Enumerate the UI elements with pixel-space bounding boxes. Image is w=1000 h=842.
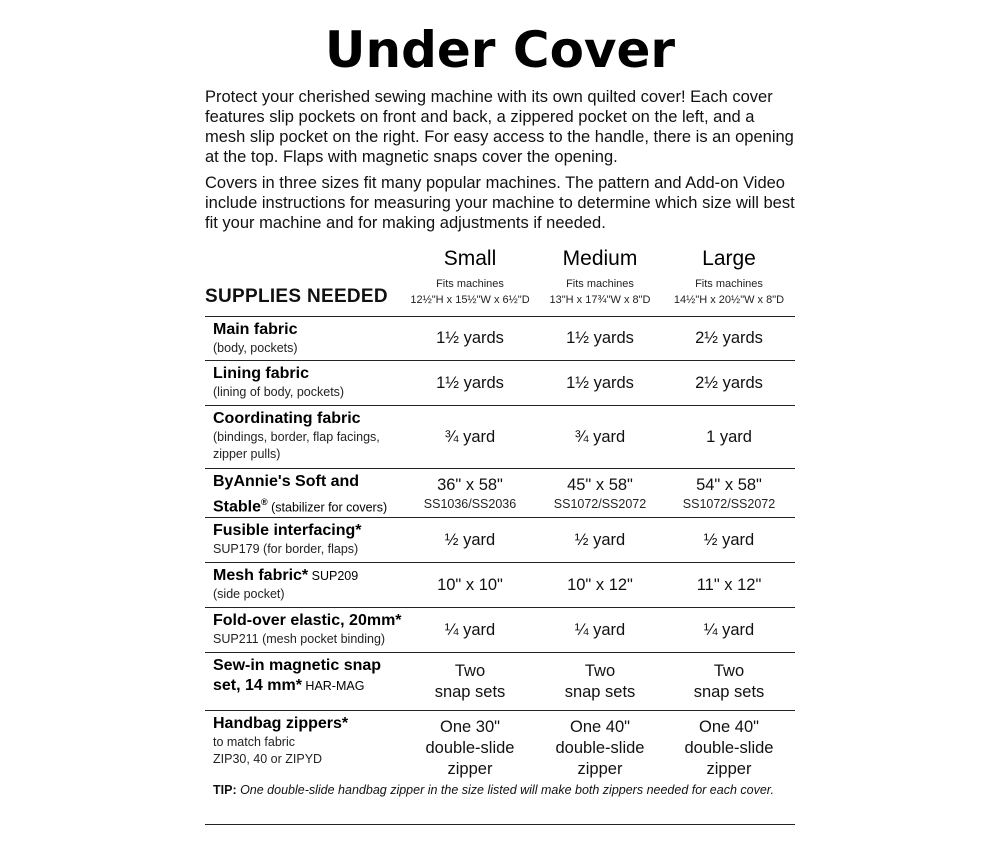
item-name-line-1: ByAnnie's Soft and <box>213 473 360 490</box>
size-name: Large <box>702 247 756 270</box>
value-small <box>405 653 535 710</box>
value-line: snap sets <box>434 682 506 701</box>
supplies-needed-heading: SUPPLIES NEEDED <box>205 286 388 307</box>
item-name: set, 14 mm* <box>213 677 302 694</box>
intro-paragraph-2: Covers in three sizes fit many popular machines. The pattern and Add-on Video include instructions for measuring your machine to determine which size will best fit your machine and for making adjustments if needed. <box>205 174 795 232</box>
item-name: Fold-over elastic, 20mm* <box>213 612 402 629</box>
value-line: Two <box>454 661 486 680</box>
tip-note <box>213 782 793 799</box>
value-medium: ¼ yard <box>574 620 626 639</box>
item-name-stable: Stable <box>213 498 262 516</box>
value-large: ½ yard <box>703 530 755 549</box>
item-sku: SUP209 <box>308 569 359 583</box>
tip-text: One double-slide handbag zipper in the size listed will make both zippers needed for each cover. <box>236 783 774 797</box>
item-name-wrap <box>213 566 413 586</box>
value-small: ½ yard <box>444 530 496 549</box>
item-label <box>213 320 413 357</box>
value-small: ¼ yard <box>444 620 496 639</box>
value-medium: 1½ yards <box>566 329 634 347</box>
value-medium: 1½ yards <box>566 373 634 392</box>
item-name-line-2 <box>213 492 413 517</box>
item-name: Handbag zippers* <box>213 715 349 732</box>
value-small <box>405 469 535 517</box>
item-note: SUP179 (for border, flaps) <box>213 542 359 556</box>
value-sku: SS1036/SS2036 <box>423 496 517 511</box>
size-column-large <box>664 246 794 308</box>
size-dimensions: 12½"H x 15½"W x 6½"D <box>410 294 530 306</box>
value-line: double-slide <box>555 738 645 757</box>
value-medium <box>535 469 665 517</box>
item-name: Coordinating fabric <box>213 410 361 427</box>
item-note-line: to match fabric <box>213 735 295 749</box>
item-note: (body, pockets) <box>213 341 298 355</box>
value-line: One 40" <box>570 717 630 736</box>
table-row-fusible-interfacing <box>205 518 795 563</box>
size-column-medium <box>535 246 665 308</box>
intro-paragraph-1: Protect your cherished sewing machine with its own quilted cover! Each cover features slip pockets on front and back, a zippered pocket on the left, and a mesh slip pocket on the right. For easy access to the handle, there is an opening at the top. Flaps with magnetic snaps cover the opening. <box>205 88 794 166</box>
table-row-lining-fabric <box>205 361 795 406</box>
value-main: 36" x 58" <box>437 475 503 494</box>
value-line: Two <box>713 661 745 680</box>
value-line: One 40" <box>699 717 759 736</box>
size-column-small <box>405 246 535 308</box>
item-label <box>213 566 413 603</box>
value-large: 1 yard <box>706 427 752 446</box>
item-note: (bindings, border, flap facings, zipper pulls) <box>213 430 380 461</box>
item-name: Lining fabric <box>213 365 309 382</box>
size-dimensions: 13"H x 17¾"W x 8"D <box>549 294 651 306</box>
value-sku: SS1072/SS2072 <box>553 496 647 511</box>
value-medium: ½ yard <box>574 530 626 549</box>
value-medium <box>535 653 665 710</box>
item-label <box>213 409 393 463</box>
item-name-line-1: Sew-in magnetic snap <box>213 657 382 674</box>
value-line: zipper <box>447 759 493 778</box>
table-row-magnetic-snap <box>205 653 795 711</box>
value-small: ¾ yard <box>444 427 496 446</box>
value-large: 11" x 12" <box>696 575 762 594</box>
value-medium <box>535 711 665 785</box>
table-row-soft-and-stable <box>205 469 795 518</box>
value-line: double-slide <box>684 738 774 757</box>
value-line: double-slide <box>425 738 515 757</box>
item-label <box>213 364 413 401</box>
table-row-fold-over-elastic <box>205 608 795 653</box>
item-name: Mesh fabric* <box>213 567 309 584</box>
value-large: ¼ yard <box>703 620 755 639</box>
item-note: (lining of body, pockets) <box>213 385 345 399</box>
value-large: 2½ yards <box>695 373 763 392</box>
value-small: 10" x 10" <box>437 575 503 594</box>
value-large <box>664 711 794 785</box>
registered-mark: ® <box>261 497 268 507</box>
value-line: snap sets <box>693 682 765 701</box>
item-label <box>213 472 413 517</box>
table-row-mesh-fabric <box>205 563 795 608</box>
value-main: 54" x 58" <box>696 475 762 494</box>
value-large <box>664 653 794 710</box>
item-note: (side pocket) <box>213 587 285 601</box>
supplies-table <box>205 246 795 785</box>
value-main: 45" x 58" <box>567 475 633 494</box>
size-name: Medium <box>562 247 638 270</box>
table-header <box>205 246 795 317</box>
item-sku: HAR-MAG <box>301 679 365 693</box>
value-large <box>664 469 794 517</box>
item-name-line-2 <box>213 676 413 696</box>
value-line: zipper <box>577 759 623 778</box>
item-label <box>213 656 413 696</box>
size-fits: Fits machines <box>695 278 763 290</box>
tip-label: TIP: <box>213 783 237 797</box>
item-note-line: ZIP30, 40 or ZIPYD <box>213 752 323 766</box>
value-line: zipper <box>706 759 752 778</box>
table-row-coordinating-fabric <box>205 406 795 469</box>
size-dimensions: 14½"H x 20½"W x 8"D <box>673 294 785 306</box>
value-medium: 10" x 12" <box>567 575 633 594</box>
item-note: SUP211 (mesh pocket binding) <box>213 632 386 646</box>
item-label <box>213 714 413 768</box>
item-note: (stabilizer for covers) <box>267 500 388 515</box>
value-small: 1½ yards <box>436 373 504 392</box>
size-fits: Fits machines <box>436 278 504 290</box>
item-name: Fusible interfacing* <box>213 522 362 539</box>
item-label <box>213 521 413 558</box>
item-label <box>213 611 413 648</box>
page-title: Under Cover <box>324 21 676 79</box>
value-medium: ¾ yard <box>574 427 626 446</box>
value-line: One 30" <box>440 717 500 736</box>
size-name: Small <box>443 247 497 270</box>
table-row-main-fabric <box>205 317 795 361</box>
value-line: snap sets <box>564 682 636 701</box>
item-name: Main fabric <box>213 321 298 338</box>
value-sku: SS1072/SS2072 <box>682 496 776 511</box>
value-large: 2½ yards <box>695 329 763 347</box>
bottom-divider <box>205 824 795 825</box>
value-small <box>405 711 535 785</box>
size-fits: Fits machines <box>566 278 634 290</box>
value-line: Two <box>584 661 616 680</box>
table-row-handbag-zippers <box>205 711 795 785</box>
value-small: 1½ yards <box>436 329 504 347</box>
